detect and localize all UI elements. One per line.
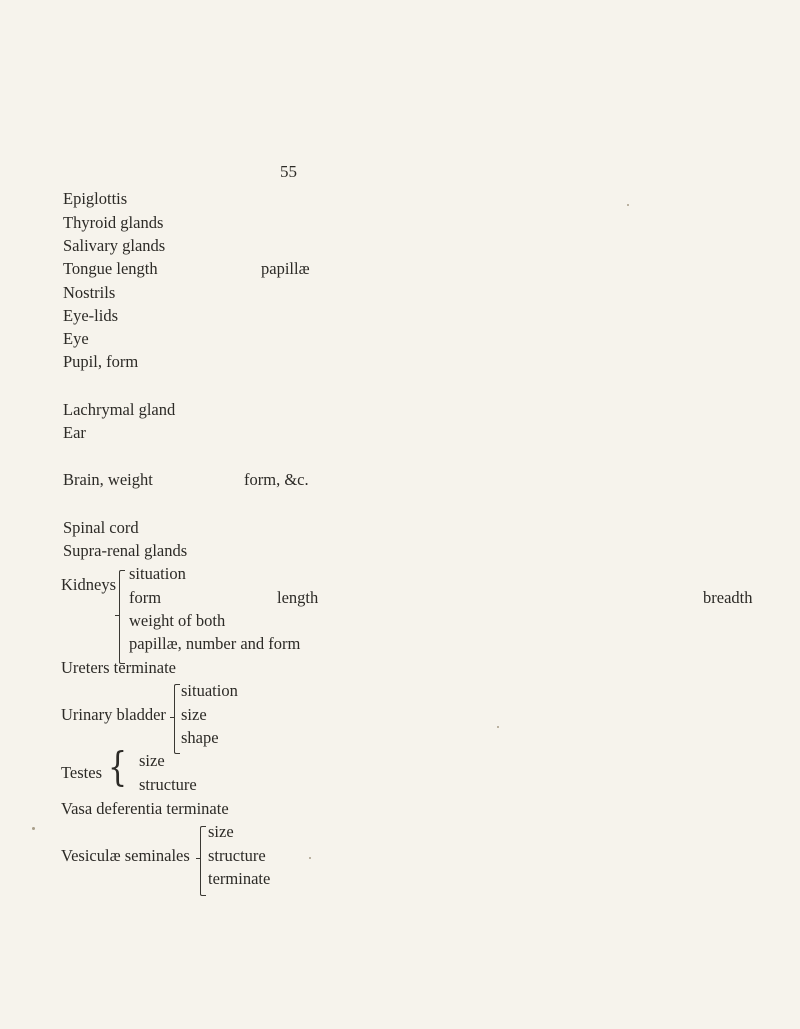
bladder-brace [174,684,180,754]
paper-speck [497,726,499,728]
brain-form: form, &c. [244,470,309,489]
vesiculae-item: terminate [208,869,271,888]
vesiculae-label: Vesiculæ seminales [61,846,190,865]
line-nostrils: Nostrils [63,283,116,302]
kidneys-item: situation [129,564,186,583]
line-ureters: Ureters terminate [61,658,176,677]
vesiculae-brace [200,826,206,896]
line-vasa: Vasa deferentia terminate [61,799,229,818]
kidneys-item: weight of both [129,611,226,630]
bladder-item: situation [181,681,238,700]
bladder-item: shape [181,728,219,747]
line-thyroid: Thyroid glands [63,213,164,232]
line-suprarenal: Supra-renal glands [63,541,188,560]
line-pupil: Pupil, form [63,352,139,371]
line-eyelids: Eye-lids [63,306,118,325]
testes-brace: { [108,743,128,792]
bladder-item: size [181,705,207,724]
line-epiglottis: Epiglottis [63,189,128,208]
kidneys-label: Kidneys [61,575,116,594]
kidneys-item: papillæ, number and form [129,634,301,653]
kidneys-brace [119,570,125,664]
paper-speck [309,857,311,859]
vesiculae-item: size [208,822,234,841]
line-salivary: Salivary glands [63,236,166,255]
kidneys-breadth: breadth [703,588,753,607]
line-ear: Ear [63,423,86,442]
kidneys-length: length [277,588,319,607]
testes-item: structure [139,775,197,794]
page-number: 55 [280,162,297,181]
testes-label: Testes [61,763,103,782]
line-eye: Eye [63,329,89,348]
line-brain: Brain, weight [63,470,153,489]
kidneys-item: form [129,588,162,607]
bladder-label: Urinary bladder [61,705,166,724]
vesiculae-item: structure [208,846,266,865]
paper-speck [627,204,629,206]
paper-speck [32,827,35,830]
line-tongue: Tongue length [63,259,158,278]
line-lachrymal: Lachrymal gland [63,400,176,419]
tongue-papillae: papillæ [261,259,310,278]
testes-item: size [139,751,165,770]
line-spinal: Spinal cord [63,518,139,537]
